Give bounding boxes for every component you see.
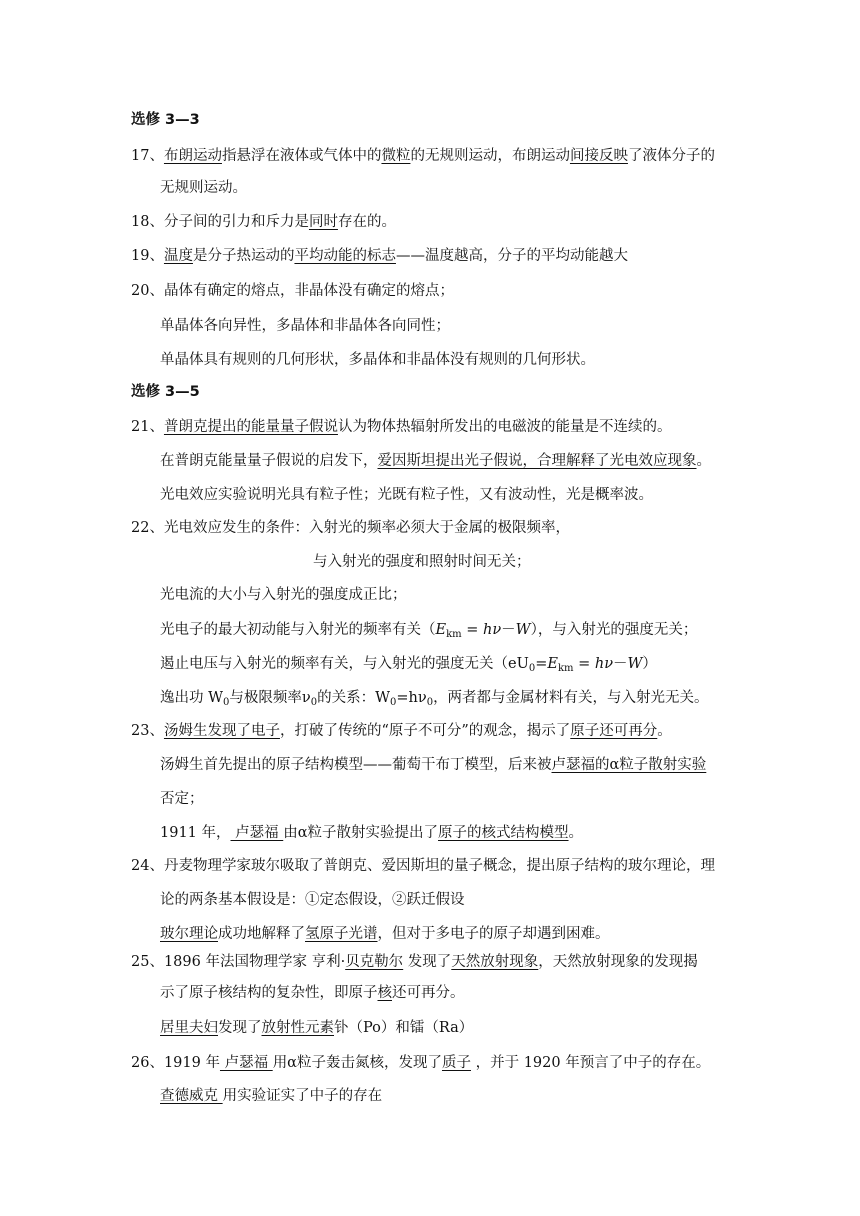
underlined-term: 核 xyxy=(377,985,392,1001)
text-segment: ，并于 1920 年预言了中子的存在。 xyxy=(470,1055,711,1071)
text-segment: W xyxy=(515,622,531,638)
text-segment: 由α粒子散射实验提出了 xyxy=(283,825,439,841)
text-segment: km xyxy=(557,663,574,674)
text-segment: 光电效应实验说明光具有粒子性；光既有粒子性，又有波动性，光是概率波。 xyxy=(160,487,653,503)
text-segment: － xyxy=(501,622,516,638)
text-segment: 0 xyxy=(310,697,318,708)
item-21-line-2 xyxy=(160,451,711,471)
text-segment: 用α粒子轰击氮核，发现了 xyxy=(272,1055,442,1071)
item-23-line-3 xyxy=(160,789,204,809)
text-segment: 。 xyxy=(568,825,584,841)
item-25-line-2 xyxy=(160,983,465,1003)
text-segment: 与入射光的强度和照射时间无关； xyxy=(313,554,531,570)
text-segment: W xyxy=(627,656,643,672)
text-segment: ，两者都与金属材料有关，与入射光无关。 xyxy=(433,690,709,706)
text-segment: hν xyxy=(483,622,502,638)
text-segment: 25、1896 年法国物理学家 亨利· xyxy=(131,954,346,970)
underlined-term: 同时 xyxy=(308,214,338,230)
text-segment: = xyxy=(573,656,595,672)
text-segment: 的关系：W xyxy=(317,690,390,706)
text-segment: 示了原子核结构的复杂性，即原子 xyxy=(160,985,378,1001)
item-25-line-3 xyxy=(160,1018,473,1038)
text-segment: 钋（Po）和镭（Ra） xyxy=(334,1020,474,1036)
item-22-line-1 xyxy=(131,518,570,538)
text-segment: 0 xyxy=(223,697,230,708)
text-segment: 17、 xyxy=(131,148,164,164)
text-segment: km xyxy=(446,629,462,640)
text-segment: 发现了 xyxy=(403,954,452,970)
underlined-term: 原子的核式结构模型 xyxy=(438,825,569,841)
underlined-term: 玻尔理论 xyxy=(160,926,218,942)
underlined-term: 平均动能的标志 xyxy=(294,248,396,264)
item-20-line-2 xyxy=(160,316,450,336)
text-segment: 存在的。 xyxy=(337,214,396,230)
underlined-term: 普朗克提出的能量量子假说 xyxy=(163,419,338,435)
item-24-line-2 xyxy=(160,890,465,910)
underlined-term: 汤姆生发现了电子 xyxy=(163,723,280,739)
underlined-term: 放射性元素 xyxy=(261,1020,334,1036)
text-segment: ，天然放射现象的发现揭 xyxy=(538,954,698,970)
text-segment: 在普朗克能量量子假说的启发下， xyxy=(160,453,378,469)
item-18 xyxy=(131,212,396,232)
text-segment: 是分子热运动的 xyxy=(192,248,295,264)
item-25-line-1 xyxy=(131,952,698,972)
item-23-line-1 xyxy=(131,721,672,741)
text-segment: 光电子的最大初动能与入射光的频率有关（ xyxy=(160,622,436,638)
item-21-line-1 xyxy=(131,417,671,437)
item-22-line-4 xyxy=(160,620,697,645)
underlined-term: 间接反映 xyxy=(569,148,628,164)
text-segment: E xyxy=(435,622,447,638)
item-20-line-3 xyxy=(160,350,595,370)
text-segment: 26、1919 年 xyxy=(131,1055,220,1071)
text-segment: ） xyxy=(642,656,657,672)
text-segment: 还可再分。 xyxy=(392,985,465,1001)
text-segment: 21、 xyxy=(131,419,164,435)
text-segment: 论的两条基本假设是：①定态假设，②跃迁假设 xyxy=(160,892,465,908)
underlined-term: 查德威克 xyxy=(160,1088,223,1104)
underlined-term: 微粒 xyxy=(381,148,411,164)
item-22-line-3 xyxy=(160,585,407,605)
underlined-term: 原子还可再分 xyxy=(570,723,658,739)
text-segment: 指悬浮在液体或气体中的 xyxy=(221,148,382,164)
text-segment: hν xyxy=(594,656,614,672)
text-segment: 无规则运动。 xyxy=(160,180,247,196)
item-26-line-1 xyxy=(131,1053,710,1073)
underlined-term: 质子 xyxy=(441,1055,471,1071)
text-segment: 逸出功 W xyxy=(160,690,224,706)
text-segment: 否定； xyxy=(160,791,204,807)
text-segment: 20、晶体有确定的熔点，非晶体没有确定的熔点； xyxy=(131,283,454,299)
underlined-term: 卢瑟福的α粒子散射实验 xyxy=(551,757,707,773)
item-26-line-2 xyxy=(160,1086,382,1106)
text-segment: 认为物体热辐射所发出的电磁波的能量是不连续的。 xyxy=(337,419,672,435)
text-segment: 光电流的大小与入射光的强度成正比； xyxy=(160,587,407,603)
item-23-line-2 xyxy=(160,755,706,775)
text-segment: 23、 xyxy=(131,723,164,739)
text-segment: ），与入射光的强度无关； xyxy=(530,622,698,638)
text-segment: 的无规则运动，布朗运动 xyxy=(410,148,570,164)
text-segment: 1911 年， xyxy=(160,825,231,841)
text-segment: E xyxy=(547,656,558,672)
underlined-term: 天然放射现象 xyxy=(451,954,539,970)
section-heading-3-3: 选修 3—3 xyxy=(131,112,200,128)
text-segment: 0 xyxy=(528,663,536,674)
text-segment: 遏止电压与入射光的频率有关，与入射光的强度无关（eU xyxy=(160,656,529,672)
text-segment: ——温度越高，分子的平均动能越大 xyxy=(395,248,628,264)
underlined-term: 爱因斯坦提出光子假说，合理解释了光电效应现象 xyxy=(377,453,697,469)
item-24-line-1 xyxy=(131,856,715,876)
text-segment: 。 xyxy=(696,453,711,469)
text-segment: 。 xyxy=(657,723,672,739)
text-segment: 单晶体各向异性，多晶体和非晶体各向同性； xyxy=(160,318,450,334)
text-segment: = xyxy=(535,656,548,672)
item-23-line-4 xyxy=(160,823,583,843)
underlined-term: 卢瑟福 xyxy=(219,1055,273,1071)
text-segment: 24、丹麦物理学家玻尔吸取了普朗克、爱因斯坦的量子概念，提出原子结构的玻尔理论，理 xyxy=(131,858,715,874)
text-segment: 22、光电效应发生的条件：入射光的频率必须大于金属的极限频率， xyxy=(131,520,570,536)
text-segment: 发现了 xyxy=(218,1020,262,1036)
underlined-term: 居里夫妇 xyxy=(160,1020,218,1036)
text-segment: = xyxy=(461,622,484,638)
text-segment: 成功地解释了 xyxy=(218,926,305,942)
item-24-line-3 xyxy=(160,924,610,944)
item-19 xyxy=(131,246,628,266)
item-22-line-6 xyxy=(160,688,709,713)
item-17-line-2 xyxy=(160,178,247,198)
text-segment: 汤姆生首先提出的原子结构模型——葡萄干布丁模型，后来被 xyxy=(160,757,552,773)
underlined-term: 贝克勒尔 xyxy=(345,954,404,970)
item-17-line-1 xyxy=(131,146,715,166)
section-heading-3-5: 选修 3—5 xyxy=(131,384,200,400)
underlined-term: 布朗运动 xyxy=(163,148,222,164)
underlined-term: 卢瑟福 xyxy=(230,825,284,841)
underlined-term: 氢原子光谱 xyxy=(305,926,378,942)
item-20-line-1 xyxy=(131,281,454,301)
text-segment: 0 xyxy=(426,697,434,708)
text-segment: － xyxy=(613,656,628,672)
text-segment: 用实验证实了中子的存在 xyxy=(222,1088,383,1104)
item-22-line-2 xyxy=(313,552,531,572)
underlined-term: 温度 xyxy=(163,248,193,264)
text-segment: =hν xyxy=(396,690,427,706)
text-segment: 18、分子间的引力和斥力是 xyxy=(131,214,309,230)
text-segment: 0 xyxy=(390,697,397,708)
item-21-line-3 xyxy=(160,485,653,505)
text-segment: ，打破了传统的“原子不可分”的观念，揭示了 xyxy=(279,723,571,739)
text-segment: 了液体分子的 xyxy=(627,148,715,164)
text-segment: ，但对于多电子的原子却遇到困难。 xyxy=(377,926,610,942)
text-segment: 19、 xyxy=(131,248,164,264)
text-segment: 与极限频率ν xyxy=(229,690,311,706)
text-segment: 单晶体具有规则的几何形状，多晶体和非晶体没有规则的几何形状。 xyxy=(160,352,595,368)
item-22-line-5 xyxy=(160,654,657,679)
